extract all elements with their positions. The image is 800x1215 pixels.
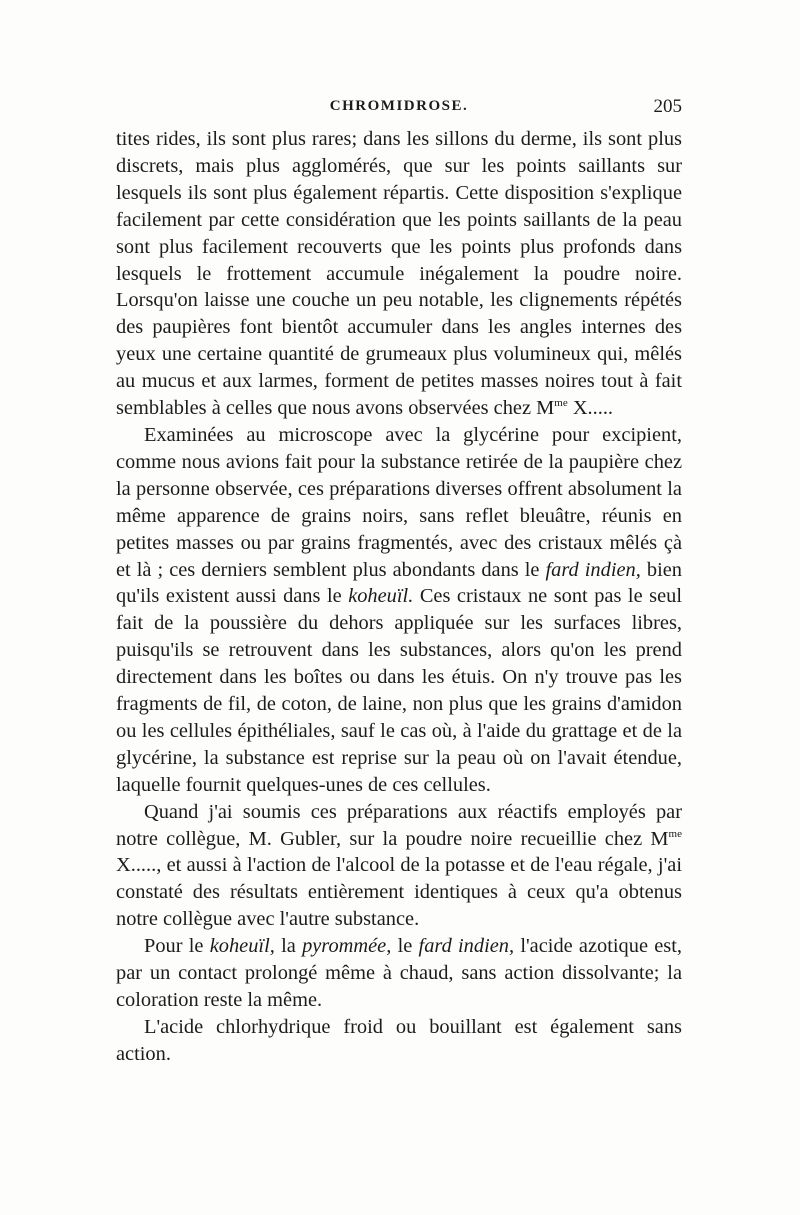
paragraph-5-text: L'acide chlorhydrique froid ou bouillant est également sans action. bbox=[116, 1015, 682, 1065]
paragraph-5 bbox=[116, 1014, 682, 1068]
body-text bbox=[116, 126, 682, 1068]
paragraph-2-text-c: Ces cristaux ne sont pas le seul fait de la poussière du dehors appliquée sur les surfaces libres, puisqu'ils se retrouvent dans les substances, alors qu'on les prend directement dans les boîtes ou dans les étuis. On n'y trouve pas les fragments de fil, de coton, de laine, non plus que les grains d'amidon ou les cellules épithéliales, sauf le cas où, à l'aide du grattage et de la glycérine, la substance est reprise sur la peau où on l'avait étendue, laquelle fournit quelques-unes de ces cellules. bbox=[116, 585, 682, 796]
paragraph-4-text-b: la bbox=[274, 935, 303, 958]
title-abbrev-sup: me bbox=[668, 827, 682, 840]
term-fard-indien: fard indien, bbox=[418, 935, 515, 958]
paragraph-4-text-c: le bbox=[391, 935, 419, 958]
paragraph-2-text-a: Examinées au microscope avec la glycérine pour excipient, comme nous avions fait pour la substance retirée de la paupière chez la personne observée, ces préparations diverses offrent absolument la même apparence de grains noirs, sans reflet bleuâtre, réunis en petites masses ou par grains fragmentés, avec des cristaux mêlés çà et là ; ces derniers semblent plus abondants dans le bbox=[116, 423, 682, 581]
paragraph-1-text: tites rides, ils sont plus rares; dans les sillons du derme, ils sont plus discrets, mais plus agglomérés, que sur les points saillants sur lesquels ils sont plus également répartis. Cette disposition s'explique facilement par cette considération que les points saillants de la peau sont plus facilement recouverts que les points plus profonds dans lesquels le frottement accumule inégalement la poudre noire. Lorsqu'on laisse une couche un peu notable, les clignements répétés des paupières font bientôt accumuler dans les angles internes des yeux une certaine quantité de grumeaux plus volumineux qui, mêlés au mucus et aux larmes, forment de petites masses noires tout à fait semblables à celles que nous avons observées chez M bbox=[116, 128, 682, 420]
term-koheuil: koheuïl. bbox=[348, 585, 414, 608]
paragraph-2 bbox=[116, 422, 682, 799]
title-abbrev-sup: me bbox=[554, 397, 568, 410]
running-head bbox=[116, 94, 682, 120]
paragraph-4-text-a: Pour le bbox=[144, 935, 210, 958]
paragraph-1-tail: X..... bbox=[567, 397, 614, 420]
paragraph-3-text-b: X....., et aussi à l'action de l'alcool de la potasse et de l'eau régale, j'ai constaté des résultats entièrement identiques à ceux qu'a obtenus notre collègue avec l'autre substance. bbox=[116, 854, 682, 931]
paragraph-2-text-b: bien qu'ils existent aussi dans le bbox=[116, 558, 682, 608]
page-number: 205 bbox=[653, 96, 682, 117]
paragraph-4-text-d: l'acide azotique est, par un contact prolongé même à chaud, sans action dissolvante; la coloration reste la même. bbox=[116, 935, 682, 1011]
term-pyrommee: pyrommée, bbox=[302, 935, 392, 958]
running-title: CHROMIDROSE. bbox=[329, 98, 469, 114]
paragraph-1 bbox=[116, 126, 682, 422]
paragraph-4 bbox=[116, 933, 682, 1014]
paragraph-3-text-a: Quand j'ai soumis ces préparations aux réactifs employés par notre collègue, M. Gubler, sur la poudre noire recueillie chez M bbox=[116, 800, 682, 850]
term-koheuil: koheuïl, bbox=[209, 935, 275, 958]
term-fard-indien: fard indien, bbox=[545, 558, 641, 581]
paragraph-3 bbox=[116, 799, 682, 934]
